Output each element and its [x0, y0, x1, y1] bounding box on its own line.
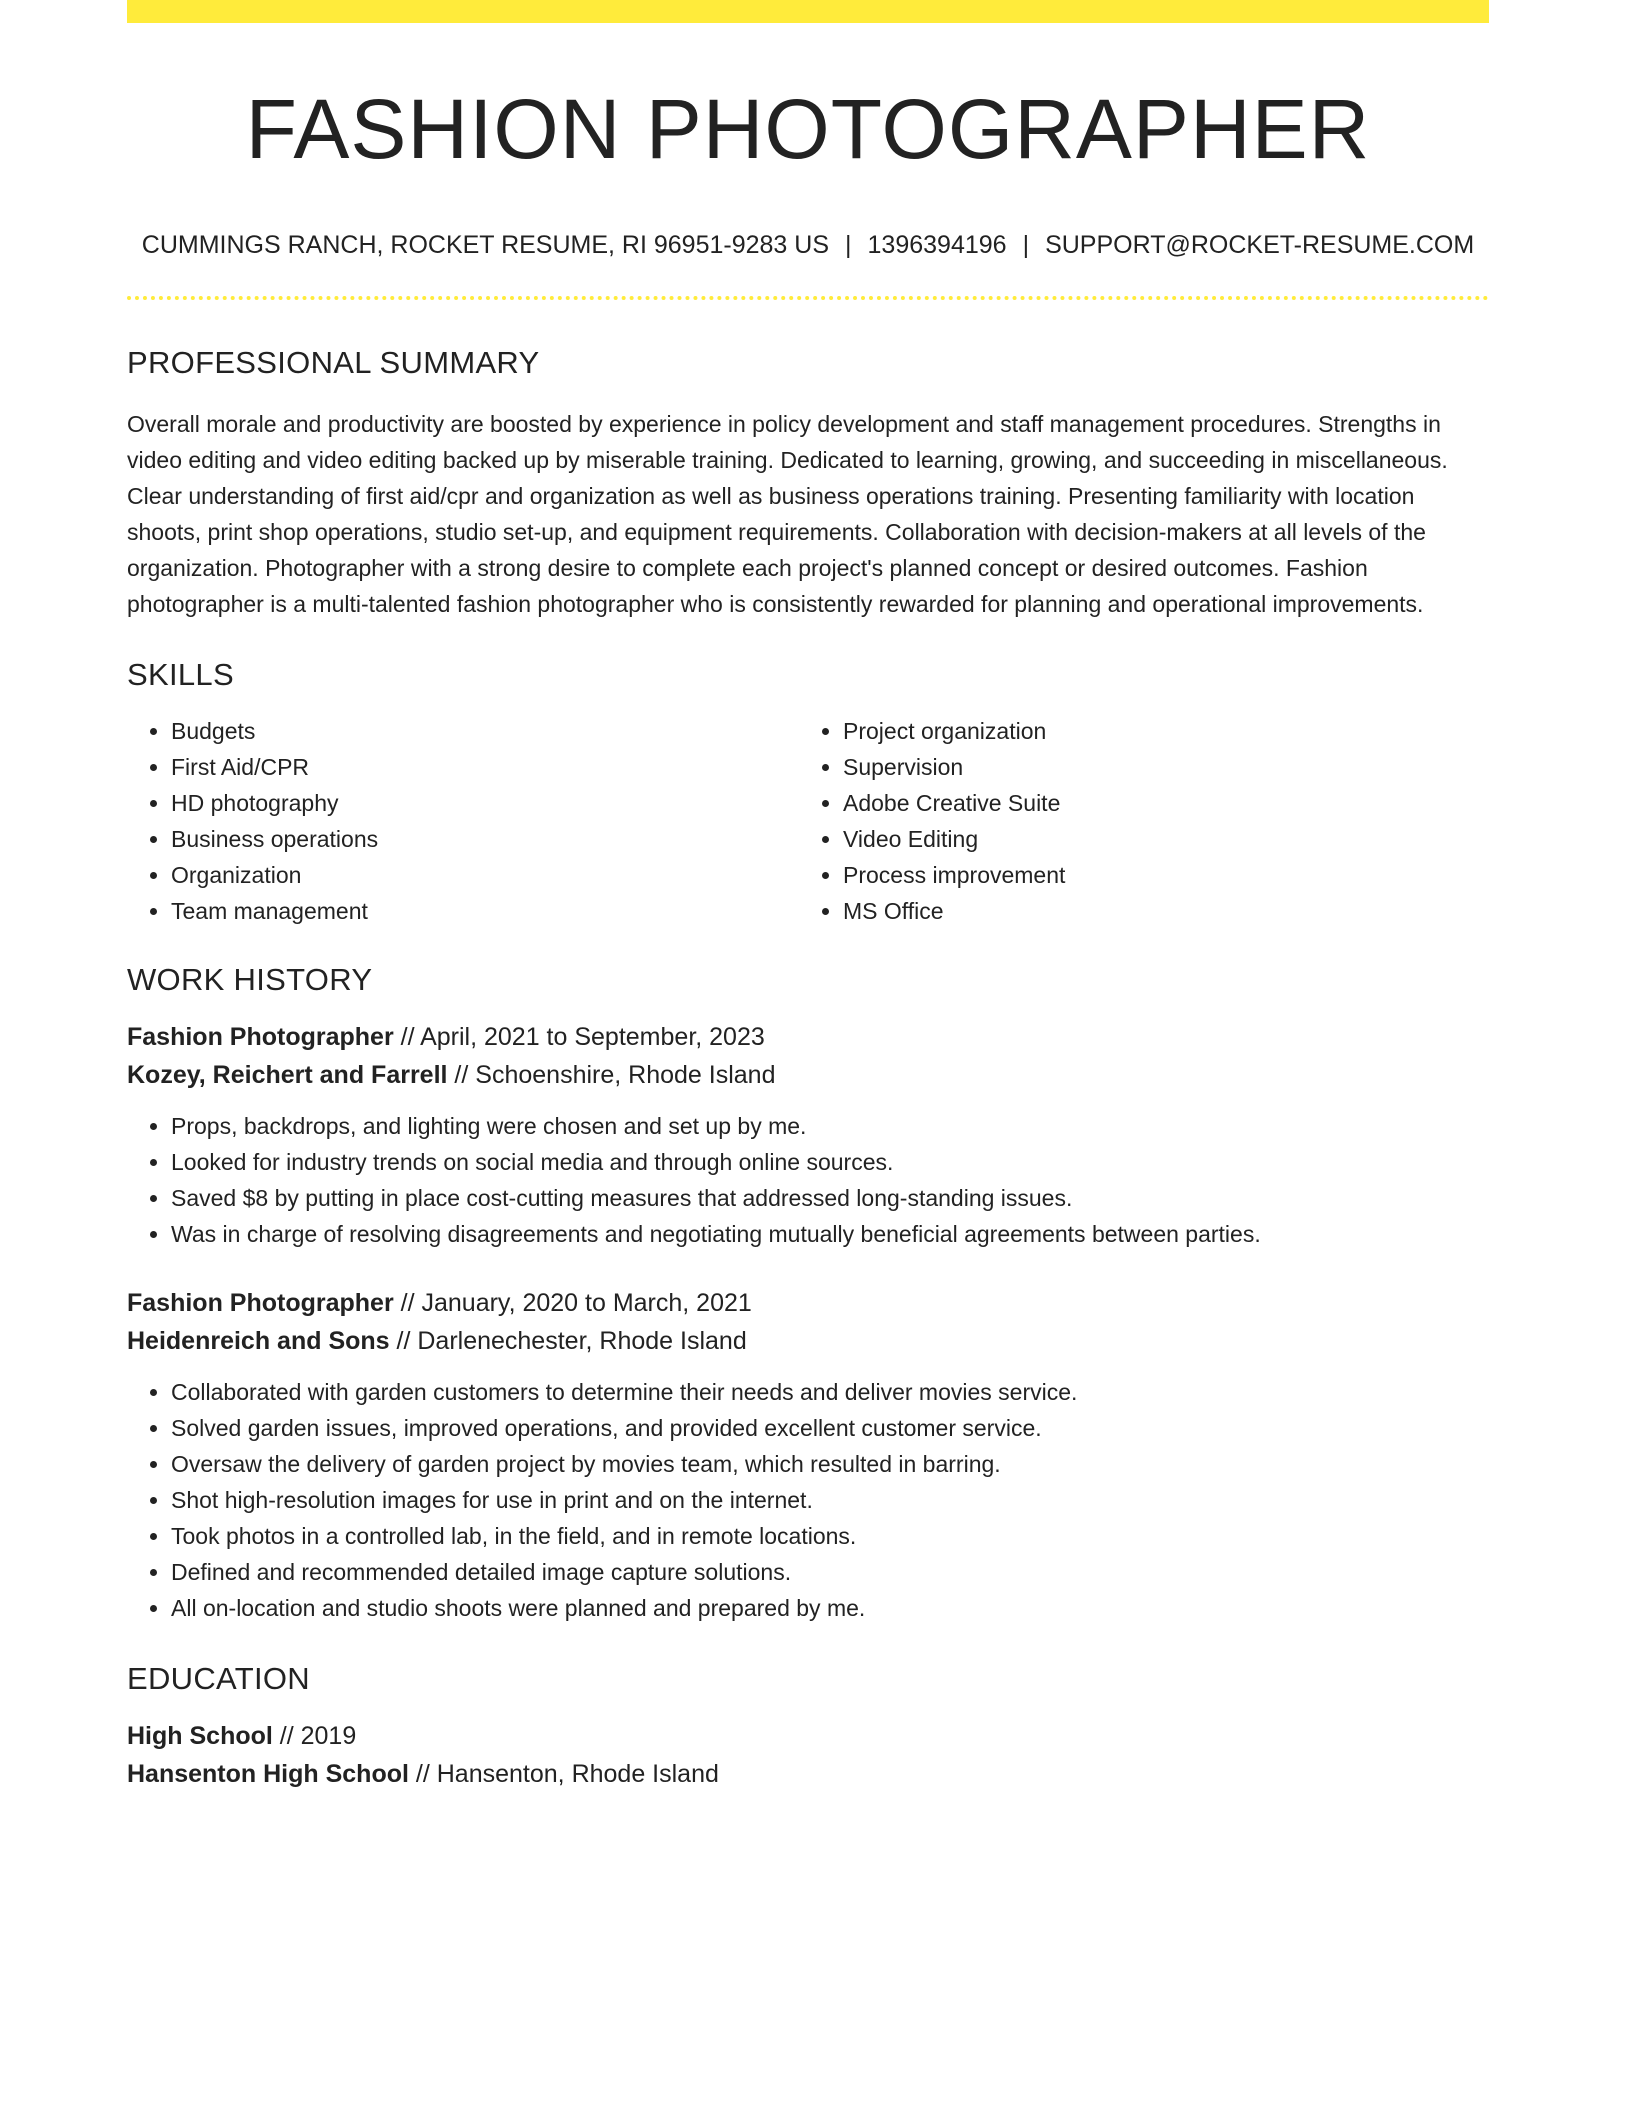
contact-separator: |	[1022, 231, 1030, 260]
job-entry	[127, 1018, 1489, 1252]
job-company: Heidenreich and Sons	[127, 1326, 390, 1355]
email: SUPPORT@ROCKET-RESUME.COM	[1045, 231, 1475, 260]
job-bullet: • Took photos in a controlled lab, in the field, and in remote locations.	[171, 1518, 1489, 1554]
job-bullets	[127, 1374, 1489, 1626]
work-history-heading: WORK HISTORY	[127, 961, 373, 997]
job-bullet: • Looked for industry trends on social media and through online sources.	[171, 1144, 1489, 1180]
separator: //	[447, 1060, 476, 1089]
job-role: Fashion Photographer	[127, 1022, 394, 1051]
separator: //	[408, 1760, 437, 1789]
job-bullet: • Was in charge of resolving disagreements and negotiating mutually beneficial agreements between parties.	[171, 1216, 1489, 1252]
job-bullet: • Saved $8 by putting in place cost-cutting measures that addressed long-standing issues.	[171, 1180, 1489, 1216]
job-bullet: • Shot high-resolution images for use in print and on the internet.	[171, 1482, 1489, 1518]
job-dates: January, 2020 to March, 2021	[421, 1288, 752, 1317]
job-dates: April, 2021 to September, 2023	[420, 1022, 765, 1051]
skills-list-right	[799, 713, 1471, 929]
skills-columns	[127, 713, 1489, 929]
skills-heading: SKILLS	[127, 656, 234, 692]
job-bullet: • All on-location and studio shoots were planned and prepared by me.	[171, 1590, 1489, 1626]
skill-item: • Adobe Creative Suite	[843, 785, 1471, 821]
job-role-line	[127, 1284, 1489, 1322]
job-bullet: • Collaborated with garden customers to determine their needs and deliver movies service.	[171, 1374, 1489, 1410]
resume-title: FASHION PHOTOGRAPHER	[245, 82, 1371, 176]
summary-heading: PROFESSIONAL SUMMARY	[127, 345, 540, 381]
separator: //	[393, 1022, 421, 1051]
education-school: Hansenton High School	[127, 1760, 409, 1789]
job-bullets	[127, 1108, 1489, 1252]
education-heading: EDUCATION	[127, 1660, 310, 1696]
job-location: Darlenechester, Rhode Island	[417, 1326, 747, 1355]
job-bullet: • Defined and recommended detailed image capture solutions.	[171, 1554, 1489, 1590]
job-company-line	[127, 1322, 1489, 1360]
job-location: Schoenshire, Rhode Island	[475, 1060, 776, 1089]
accent-top-bar	[127, 0, 1489, 23]
skill-item: • Budgets	[171, 713, 799, 749]
skill-item: • Business operations	[171, 821, 799, 857]
skill-item: • First Aid/CPR	[171, 749, 799, 785]
job-role: Fashion Photographer	[127, 1288, 394, 1317]
job-bullet: • Solved garden issues, improved operations, and provided excellent customer service.	[171, 1410, 1489, 1446]
separator: //	[389, 1326, 418, 1355]
contact-separator: |	[845, 231, 852, 260]
education-degree: High School	[127, 1722, 273, 1751]
education-school-line	[127, 1755, 1489, 1793]
job-role-line	[127, 1018, 1489, 1056]
job-bullet: • Oversaw the delivery of garden project by movies team, which resulted in barring.	[171, 1446, 1489, 1482]
education-location: Hansenton, Rhode Island	[436, 1760, 719, 1789]
separator: //	[272, 1722, 301, 1751]
education-degree-line	[127, 1717, 1489, 1755]
skill-item: • Project organization	[843, 713, 1471, 749]
contact-line	[127, 230, 1489, 260]
skill-item: • Process improvement	[843, 857, 1471, 893]
job-company: Kozey, Reichert and Farrell	[127, 1060, 448, 1089]
summary-text: Overall morale and productivity are boosted by experience in policy development and staff management procedures. Strengths in video editing and video editing backed up by miserable training. Dedicated to learning, growing, and succeeding in miscellaneous. Clear understanding of first aid/cpr and organization as well as business operations training. Presenting familiarity with location shoots, print shop operations, studio set-up, and equipment requirements. Collaboration with decision-makers at all levels of the organization. Photographer with a strong desire to complete each project's planned concept or desired outcomes. Fashion photographer is a multi-talented fashion photographer who is consistently rewarded for planning and operational improvements.	[127, 410, 1448, 617]
skill-item: • HD photography	[171, 785, 799, 821]
skill-item: • MS Office	[843, 893, 1471, 929]
address: CUMMINGS RANCH, ROCKET RESUME, RI 96951-9283 US	[141, 231, 830, 260]
job-bullet: • Props, backdrops, and lighting were chosen and set up by me.	[171, 1108, 1489, 1144]
skill-item: • Organization	[171, 857, 799, 893]
skills-list-left	[127, 713, 799, 929]
phone: 1396394196	[867, 231, 1007, 260]
separator: //	[393, 1288, 422, 1317]
skill-item: • Video Editing	[843, 821, 1471, 857]
resume-page	[127, 0, 1489, 1793]
skill-item: • Team management	[171, 893, 799, 929]
skill-item: • Supervision	[843, 749, 1471, 785]
job-company-line	[127, 1056, 1489, 1094]
education-year: 2019	[300, 1722, 357, 1751]
job-entry	[127, 1284, 1489, 1626]
dotted-divider	[127, 296, 1489, 300]
